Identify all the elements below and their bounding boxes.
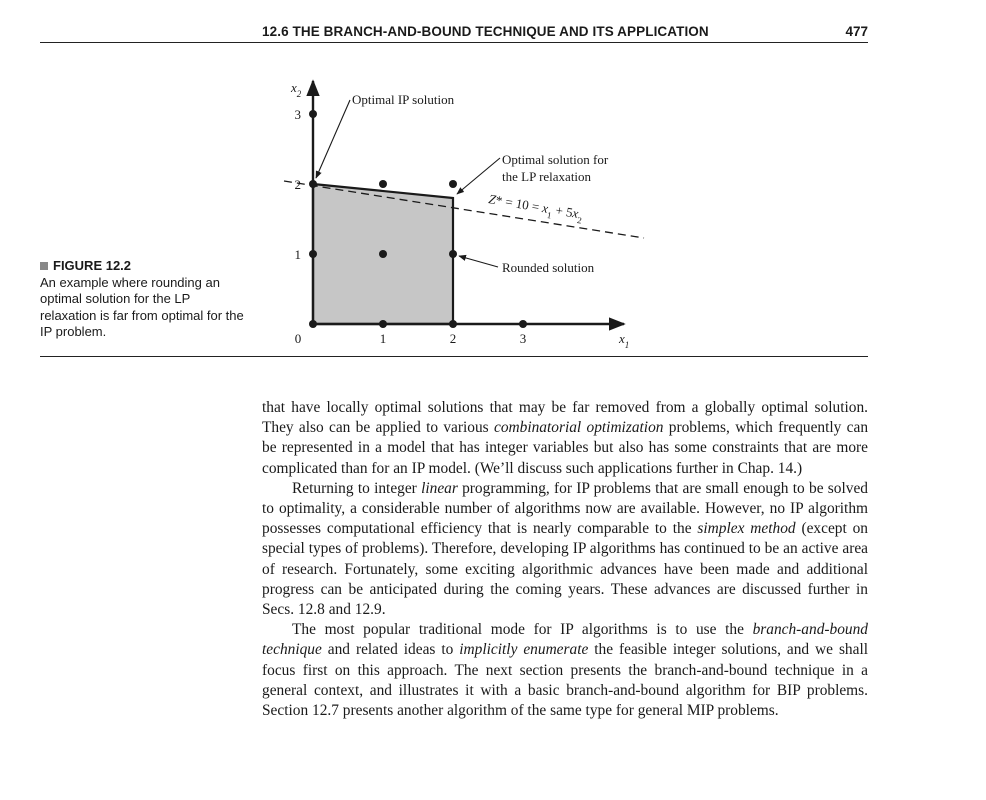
text-run: the feasible integer solutions, and we shall focus first on this approach. The next section presents the branch-and-bound technique in a general context, and illustrates it with a basic branch-and-bound algorithm for BIP problems. Section 12.7 presents another algorithm of the same type for general MIP problems.: [262, 641, 869, 720]
integer-point: [309, 250, 317, 258]
text-run: that have locally optimal solutions that may be far removed from a globally optimal solution. They also can be applied to various: [262, 399, 868, 437]
figure-bottom-rule: [40, 356, 868, 357]
text-run: programming, for IP problems that are small enough to be solved to optimality, a considerable number of algorithms now are available. However, no IP algorithm possesses computational efficiency that is nearly comparable to the: [262, 479, 868, 538]
figure-label-text: FIGURE 12.2: [53, 258, 132, 273]
figure-caption: [40, 258, 245, 341]
italic-term: linear: [421, 479, 458, 497]
square-bullet-icon: [40, 262, 48, 270]
figure-label: [40, 258, 245, 275]
integer-point: [379, 180, 387, 188]
running-head-title: 12.6 THE BRANCH-AND-BOUND TECHNIQUE AND ITS APPLICATION: [262, 24, 709, 39]
italic-term: implicitly enumerate: [459, 641, 589, 659]
leader-optimal-ip: [316, 100, 350, 178]
paragraph-2: [262, 479, 868, 620]
y-tick-label: 3: [294, 107, 301, 122]
paragraph-3: [262, 620, 868, 721]
italic-term: combinatorial optimization: [493, 419, 664, 437]
page-number: 477: [845, 24, 868, 39]
integer-point: [379, 250, 387, 258]
annotation-lp-line-2: the LP relaxation: [502, 169, 592, 184]
plot-area: [284, 80, 644, 350]
text-run: Returning to integer: [292, 479, 422, 497]
italic-term: simplex method: [697, 520, 796, 538]
text-run: (except on special types of problems). Therefore, developing IP algorithms has continued to be an active area of research. Fortunately, some exciting algorithmic advances have been made and additional progress can be anticipated during the coming years. These advances are discussed further in Secs. 12.8 and 12.9.: [262, 520, 868, 619]
integer-point: [379, 320, 387, 328]
x-tick-label: 0: [294, 331, 302, 346]
y-axis-label: $x_2$: [291, 80, 302, 99]
figure-caption-text: An example where rounding an optimal solution for the LP relaxation is far from optimal for the IP problem.: [40, 274, 244, 339]
integer-point: [449, 180, 457, 188]
text-run: The most popular traditional mode for IP algorithms is to use the: [292, 621, 753, 639]
leader-rounded: [459, 256, 498, 267]
leader-lp-relaxation: [457, 158, 500, 194]
integer-point: [449, 320, 457, 328]
y-tick-label: 2: [294, 177, 301, 192]
paragraph-1: [262, 398, 868, 479]
text-run: and related ideas to: [321, 641, 460, 659]
body-text: [262, 398, 868, 721]
y-tick-label: 1: [294, 247, 301, 262]
annotation-rounded: Rounded solution: [502, 260, 595, 275]
x-tick-label: 3: [519, 331, 527, 346]
text-run: problems, which frequently can be represented in a model that has integer variables but also has some constraints that are more complicated than for an IP model. (We’ll discuss such applications further in Chap. 14.): [262, 419, 869, 477]
italic-term: branch-and-bound technique: [262, 621, 868, 659]
annotation-lp-line-1: Optimal solution for: [502, 152, 609, 167]
integer-point: [519, 320, 527, 328]
x-axis-label: $x_1$: [619, 331, 630, 350]
x-tick-label: 1: [379, 331, 387, 346]
integer-point: [309, 180, 317, 188]
annotation-optimal-ip: Optimal IP solution: [352, 92, 455, 107]
integer-point: [309, 110, 317, 118]
integer-point: [449, 250, 457, 258]
objective-label: $Z* = 10 = x_1 + 5x_2$: [487, 191, 583, 226]
integer-point: [309, 320, 317, 328]
x-tick-label: 2: [449, 331, 457, 346]
